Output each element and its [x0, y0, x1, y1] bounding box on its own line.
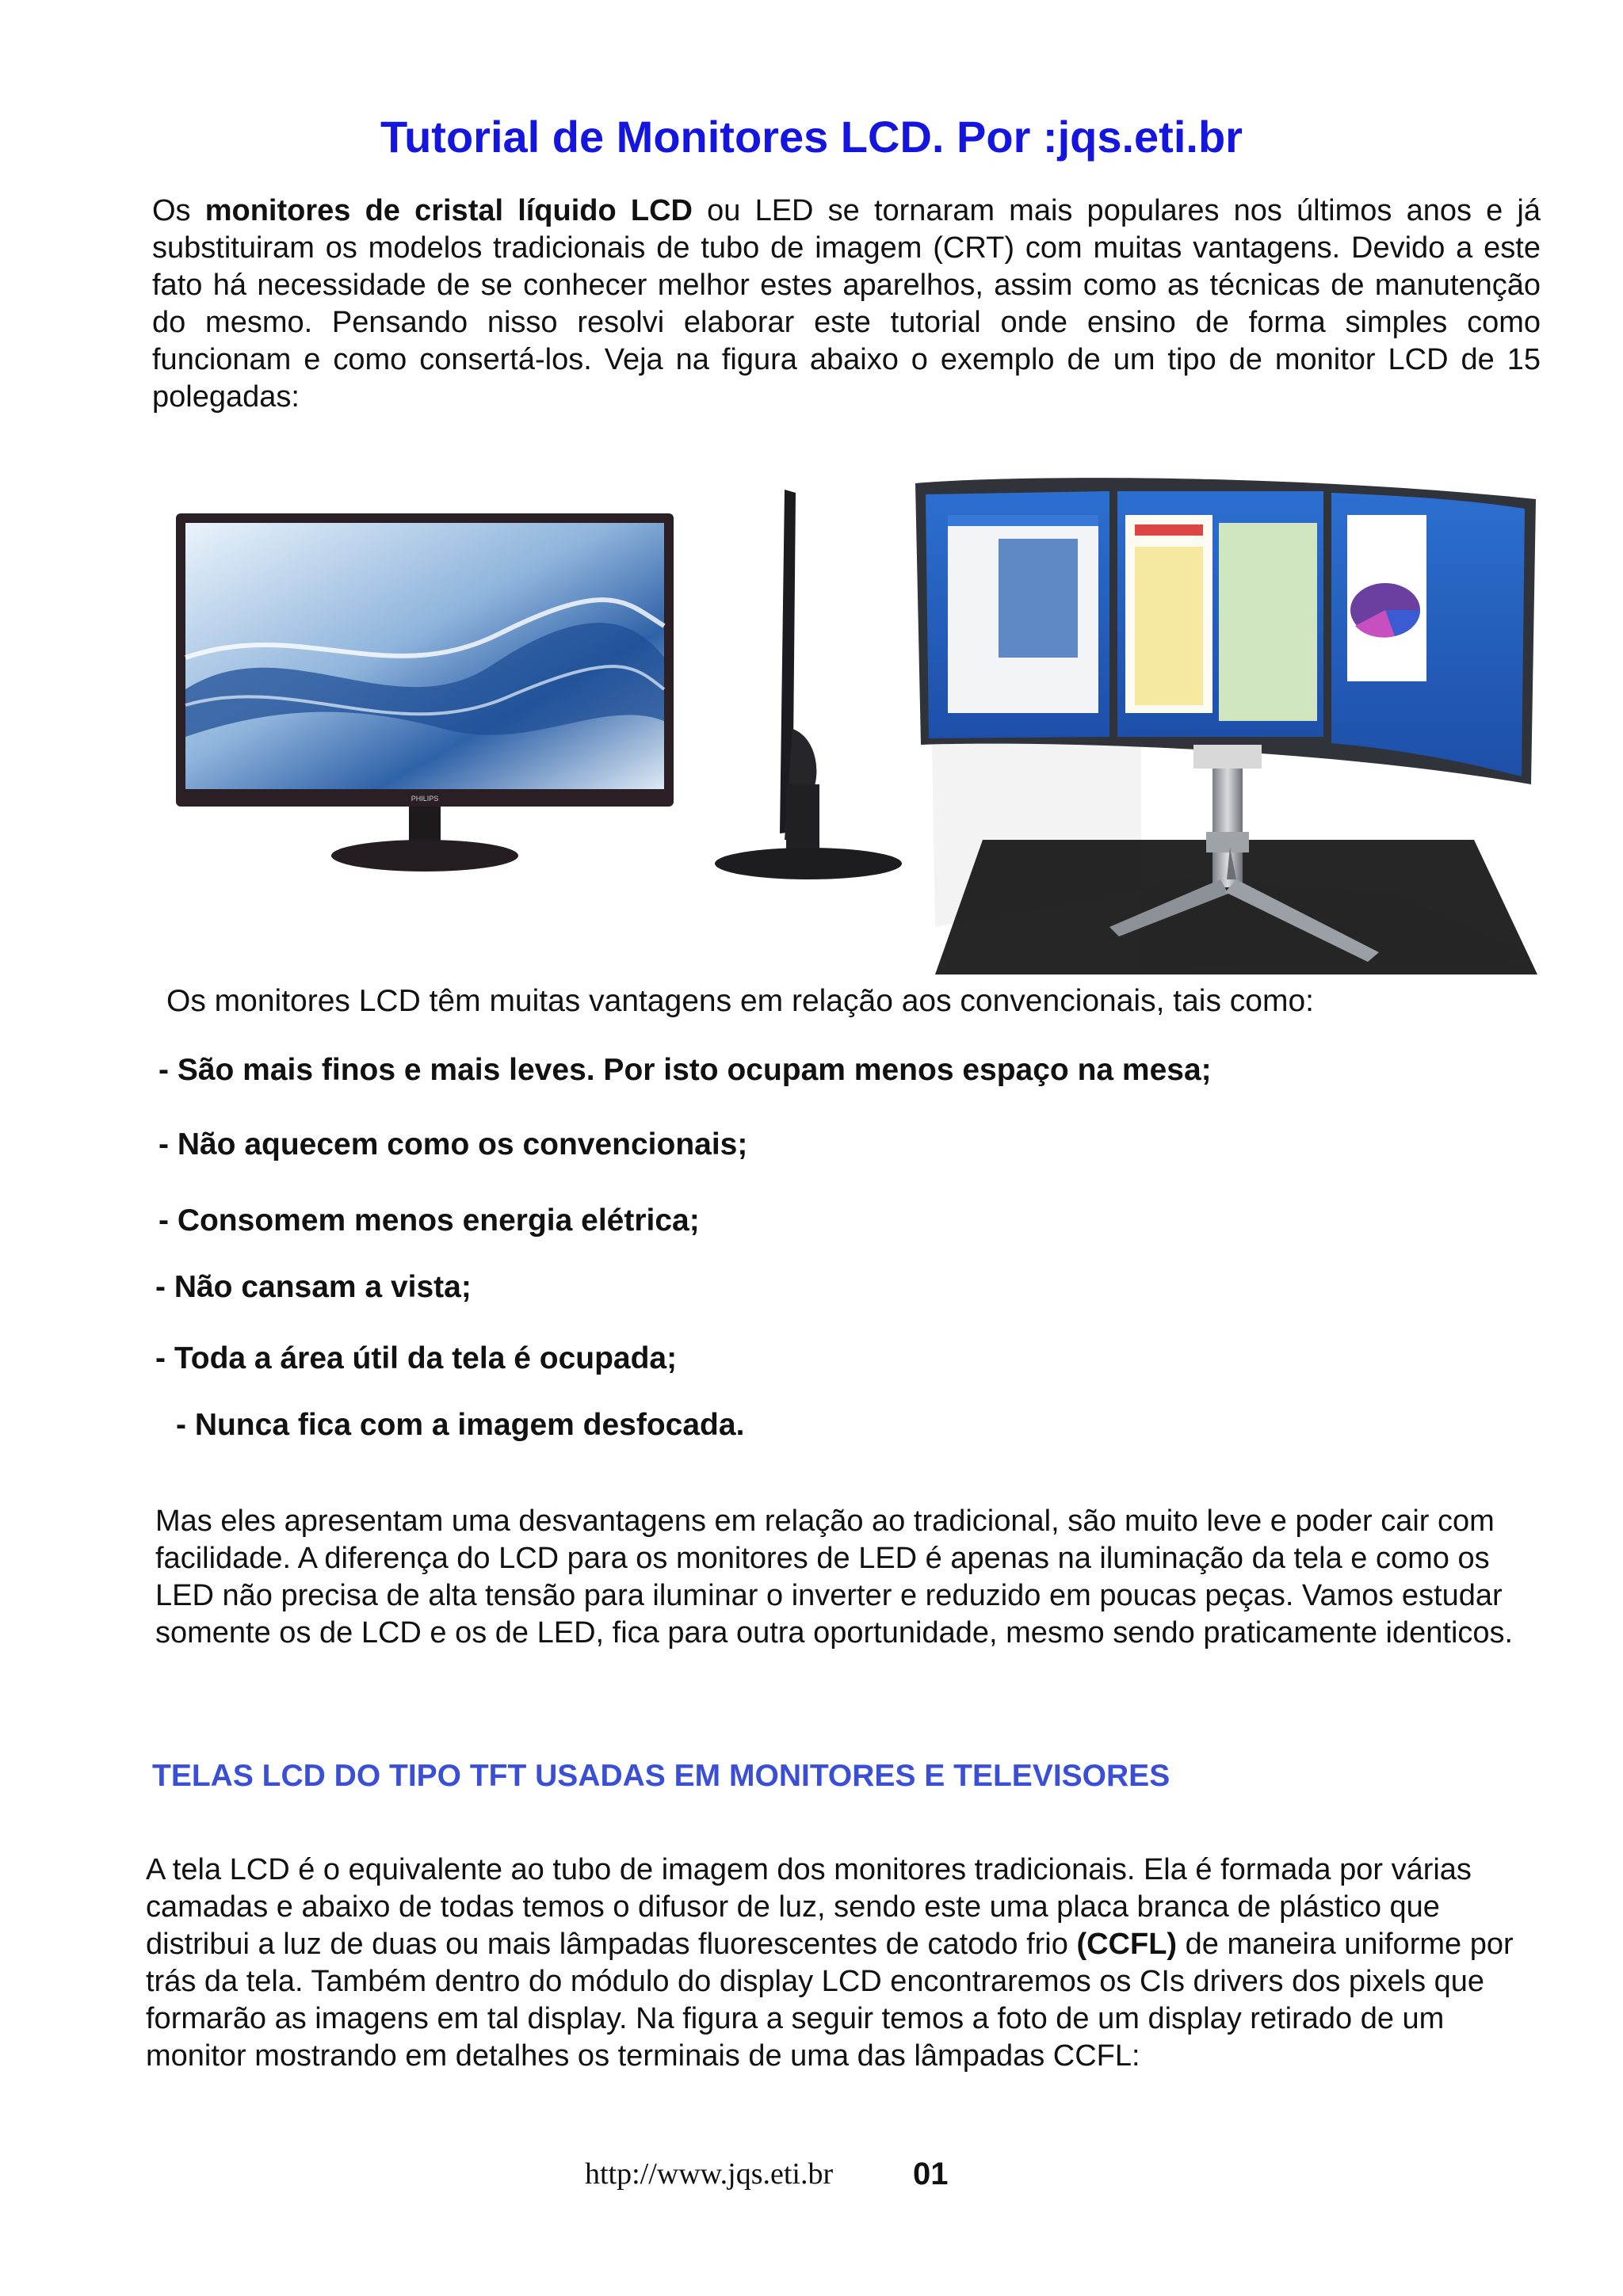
- intro-text-start: Os: [152, 194, 205, 227]
- advantage-item-2: - Não aquecem como os convencionais;: [158, 1127, 748, 1161]
- section-bold-term: (CCFL): [1076, 1928, 1178, 1961]
- disadvantages-paragraph: Mas eles apresentam uma desvantagens em relação ao tradicional, são muito leve e poder cair com facilidade. A diferença do LCD para os monitores de LED é apenas na iluminação da tela e como os LED não precisa de alta tensão para iluminar o inverter e reduzido em poucas peças. Vamos estudar somente os de LCD e os de LED, fica para outra oportunidade, mesmo sendo praticamente identicos.: [155, 1505, 1514, 1650]
- section-text-start: A tela LCD é o equivalente ao tubo de imagem dos monitores tradicionais. Ela é formada por várias camadas e abaixo de todas temos o difusor de luz, sendo este uma placa branca de plástico que distribui a luz de duas ou mais lâmpadas fluorescentes de catodo frio: [146, 1853, 1472, 1961]
- monitors-illustration: [158, 467, 1537, 974]
- intro-bold-term: monitores de cristal líquido LCD: [204, 194, 693, 227]
- footer-url[interactable]: http://www.jqs.eti.br: [585, 2157, 834, 2191]
- intro-paragraph: [152, 193, 1541, 416]
- section-heading: TELAS LCD DO TIPO TFT USADAS EM MONITORES E TELEVISORES: [152, 1759, 1170, 1793]
- intro-text-rest: ou LED se tornaram mais populares nos últimos anos e já substituiram os modelos tradicionais de tubo de imagem (CRT) com muitas vantagens. Devido a este fato há necessidade de se conhecer melhor estes aparelhos, assim como as técnicas de manutenção do mesmo. Pensando nisso resolvi elaborar este tutorial onde ensino de forma simples como funcionam e como consertá-los. Veja na figura abaixo o exemplo de um tipo de monitor LCD de 15 polegadas:: [152, 194, 1541, 414]
- section-paragraph: [146, 1852, 1549, 2075]
- side-monitor: [715, 490, 902, 879]
- advantage-item-6: - Nunca fica com a imagem desfocada.: [176, 1408, 745, 1442]
- triple-monitor: [915, 478, 1537, 974]
- monitors-figure: [158, 467, 1537, 974]
- advantages-intro: Os monitores LCD têm muitas vantagens em relação aos convencionais, tais como:: [166, 984, 1314, 1018]
- advantage-item-4: - Não cansam a vista;: [155, 1270, 472, 1304]
- advantage-item-3: - Consomem menos energia elétrica;: [158, 1203, 700, 1238]
- page-title: Tutorial de Monitores LCD. Por :jqs.eti.br: [380, 112, 1243, 162]
- advantage-item-1: - São mais finos e mais leves. Por isto ocupam menos espaço na mesa;: [158, 1053, 1212, 1087]
- advantage-item-5: - Toda a área útil da tela é ocupada;: [155, 1341, 678, 1375]
- section-text-rest: de maneira uniforme por trás da tela. Também dentro do módulo do display LCD encontraremos os CIs drivers dos pixels que formarão as imagens em tal display. Na figura a seguir temos a foto de um display retirado de um monitor mostrando em detalhes os terminais de uma das lâmpadas CCFL:: [146, 1928, 1514, 2073]
- front-monitor: [176, 513, 674, 871]
- monitor-brand-label: PHILIPS: [411, 795, 439, 803]
- page-number: 01: [913, 2157, 949, 2191]
